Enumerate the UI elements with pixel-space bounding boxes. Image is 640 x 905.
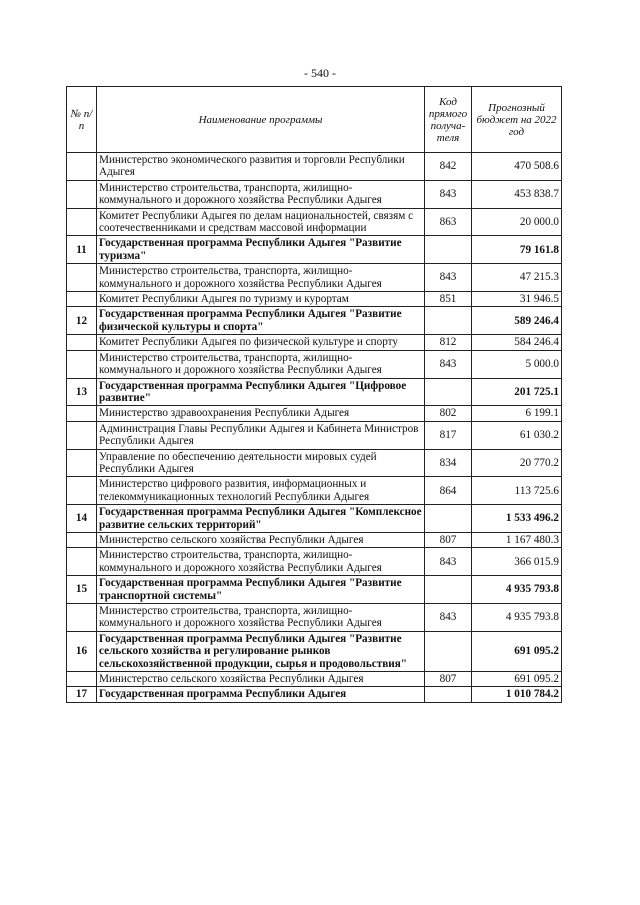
row-name: Министерство строительства, транспорта, жилищно-коммунального и дорожного хозяйства Республики Адыгея xyxy=(97,264,425,292)
row-name: Министерство сельского хозяйства Республики Адыгея xyxy=(97,672,425,687)
row-num xyxy=(67,292,97,307)
row-code: 812 xyxy=(425,335,472,350)
row-name: Министерство строительства, транспорта, жилищно-коммунального и дорожного хозяйства Республики Адыгея xyxy=(97,548,425,576)
row-name: Министерство экономического развития и торговли Республики Адыгея xyxy=(97,153,425,181)
table-row xyxy=(67,477,562,505)
row-name: Государственная программа Республики Адыгея "Цифровое развитие" xyxy=(97,378,425,406)
row-num xyxy=(67,180,97,208)
row-amount: 691 095.2 xyxy=(472,672,562,687)
row-name: Управление по обеспечению деятельности мировых судей Республики Адыгея xyxy=(97,449,425,477)
row-num xyxy=(67,350,97,378)
row-name: Министерство здравоохранения Республики Адыгея xyxy=(97,406,425,421)
row-amount: 366 015.9 xyxy=(472,548,562,576)
program-row xyxy=(67,307,562,335)
row-num: 11 xyxy=(67,236,97,264)
table-row xyxy=(67,672,562,687)
row-name: Комитет Республики Адыгея по туризму и курортам xyxy=(97,292,425,307)
page-number: - 540 - xyxy=(304,66,336,80)
row-name: Министерство цифрового развития, информационных и телекоммуникационных технологий Республики Адыгея xyxy=(97,477,425,505)
row-num: 12 xyxy=(67,307,97,335)
row-code xyxy=(425,236,472,264)
row-name: Государственная программа Республики Адыгея xyxy=(97,687,425,702)
program-row xyxy=(67,687,562,702)
row-amount: 1 533 496.2 xyxy=(472,505,562,533)
table-row xyxy=(67,180,562,208)
row-num xyxy=(67,208,97,236)
row-amount: 6 199.1 xyxy=(472,406,562,421)
row-code xyxy=(425,631,472,671)
row-num xyxy=(67,449,97,477)
row-num xyxy=(67,406,97,421)
table-body xyxy=(67,153,562,703)
row-num: 17 xyxy=(67,687,97,702)
row-num: 15 xyxy=(67,576,97,604)
row-name: Комитет Республики Адыгея по физической культуре и спорту xyxy=(97,335,425,350)
table-row xyxy=(67,208,562,236)
program-row xyxy=(67,576,562,604)
row-amount: 4 935 793.8 xyxy=(472,576,562,604)
header-budget: Прогнозный бюджет на 2022 год xyxy=(472,87,562,153)
row-code xyxy=(425,307,472,335)
table-row xyxy=(67,421,562,449)
row-code: 834 xyxy=(425,449,472,477)
row-amount: 20 770.2 xyxy=(472,449,562,477)
row-amount: 584 246.4 xyxy=(472,335,562,350)
table-row xyxy=(67,548,562,576)
row-num xyxy=(67,548,97,576)
row-code: 807 xyxy=(425,672,472,687)
row-name: Государственная программа Республики Адыгея "Развитие транспортной системы" xyxy=(97,576,425,604)
row-name: Министерство строительства, транспорта, жилищно-коммунального и дорожного хозяйства Республики Адыгея xyxy=(97,350,425,378)
row-num xyxy=(67,477,97,505)
row-code xyxy=(425,505,472,533)
row-code xyxy=(425,378,472,406)
row-code: 843 xyxy=(425,604,472,632)
budget-table xyxy=(66,86,562,703)
row-num: 13 xyxy=(67,378,97,406)
row-amount: 691 095.2 xyxy=(472,631,562,671)
row-name: Министерство строительства, транспорта, жилищно-коммунального и дорожного хозяйства Республики Адыгея xyxy=(97,180,425,208)
row-amount: 589 246.4 xyxy=(472,307,562,335)
program-row xyxy=(67,631,562,671)
program-row xyxy=(67,378,562,406)
row-amount: 470 508.6 xyxy=(472,153,562,181)
row-name: Министерство сельского хозяйства Республики Адыгея xyxy=(97,532,425,547)
row-name: Государственная программа Республики Адыгея "Развитие физической культуры и спорта" xyxy=(97,307,425,335)
row-amount: 4 935 793.8 xyxy=(472,604,562,632)
row-code: 807 xyxy=(425,532,472,547)
row-code xyxy=(425,576,472,604)
table-row xyxy=(67,449,562,477)
row-num xyxy=(67,672,97,687)
row-num xyxy=(67,153,97,181)
row-code: 817 xyxy=(425,421,472,449)
row-amount: 31 946.5 xyxy=(472,292,562,307)
row-amount: 453 838.7 xyxy=(472,180,562,208)
table-row xyxy=(67,406,562,421)
table-row xyxy=(67,604,562,632)
row-code: 851 xyxy=(425,292,472,307)
table-row xyxy=(67,350,562,378)
table-row xyxy=(67,264,562,292)
row-code: 843 xyxy=(425,180,472,208)
row-amount: 5 000.0 xyxy=(472,350,562,378)
row-amount: 1 167 480.3 xyxy=(472,532,562,547)
row-num xyxy=(67,335,97,350)
row-code: 843 xyxy=(425,350,472,378)
row-code: 864 xyxy=(425,477,472,505)
header-num: № п/п xyxy=(67,87,97,153)
row-code xyxy=(425,687,472,702)
row-amount: 20 000.0 xyxy=(472,208,562,236)
row-num xyxy=(67,604,97,632)
row-code: 802 xyxy=(425,406,472,421)
row-name: Комитет Республики Адыгея по делам национальностей, связям с соотечественниками и средствам массовой информации xyxy=(97,208,425,236)
row-name: Администрация Главы Республики Адыгея и Кабинета Министров Республики Адыгея xyxy=(97,421,425,449)
table-row xyxy=(67,153,562,181)
row-name: Министерство строительства, транспорта, жилищно-коммунального и дорожного хозяйства Республики Адыгея xyxy=(97,604,425,632)
table-row xyxy=(67,532,562,547)
table-header-row xyxy=(67,87,562,153)
row-amount: 1 010 784.2 xyxy=(472,687,562,702)
row-name: Государственная программа Республики Адыгея "Развитие туризма" xyxy=(97,236,425,264)
row-code: 863 xyxy=(425,208,472,236)
row-amount: 79 161.8 xyxy=(472,236,562,264)
row-num: 14 xyxy=(67,505,97,533)
row-num xyxy=(67,421,97,449)
header-name: Наименование программы xyxy=(97,87,425,153)
row-code: 843 xyxy=(425,548,472,576)
row-code: 843 xyxy=(425,264,472,292)
table-row xyxy=(67,292,562,307)
row-amount: 201 725.1 xyxy=(472,378,562,406)
row-amount: 47 215.3 xyxy=(472,264,562,292)
row-num xyxy=(67,264,97,292)
row-amount: 61 030.2 xyxy=(472,421,562,449)
row-name: Государственная программа Республики Адыгея "Развитие сельского хозяйства и регулирование рынков сельскохозяйственной продукции, сырья и продовольствия" xyxy=(97,631,425,671)
row-num: 16 xyxy=(67,631,97,671)
row-code: 842 xyxy=(425,153,472,181)
row-amount: 113 725.6 xyxy=(472,477,562,505)
program-row xyxy=(67,236,562,264)
program-row xyxy=(67,505,562,533)
table-row xyxy=(67,335,562,350)
row-num xyxy=(67,532,97,547)
row-name: Государственная программа Республики Адыгея "Комплексное развитие сельских территорий" xyxy=(97,505,425,533)
header-code: Код прямого получа-теля xyxy=(425,87,472,153)
